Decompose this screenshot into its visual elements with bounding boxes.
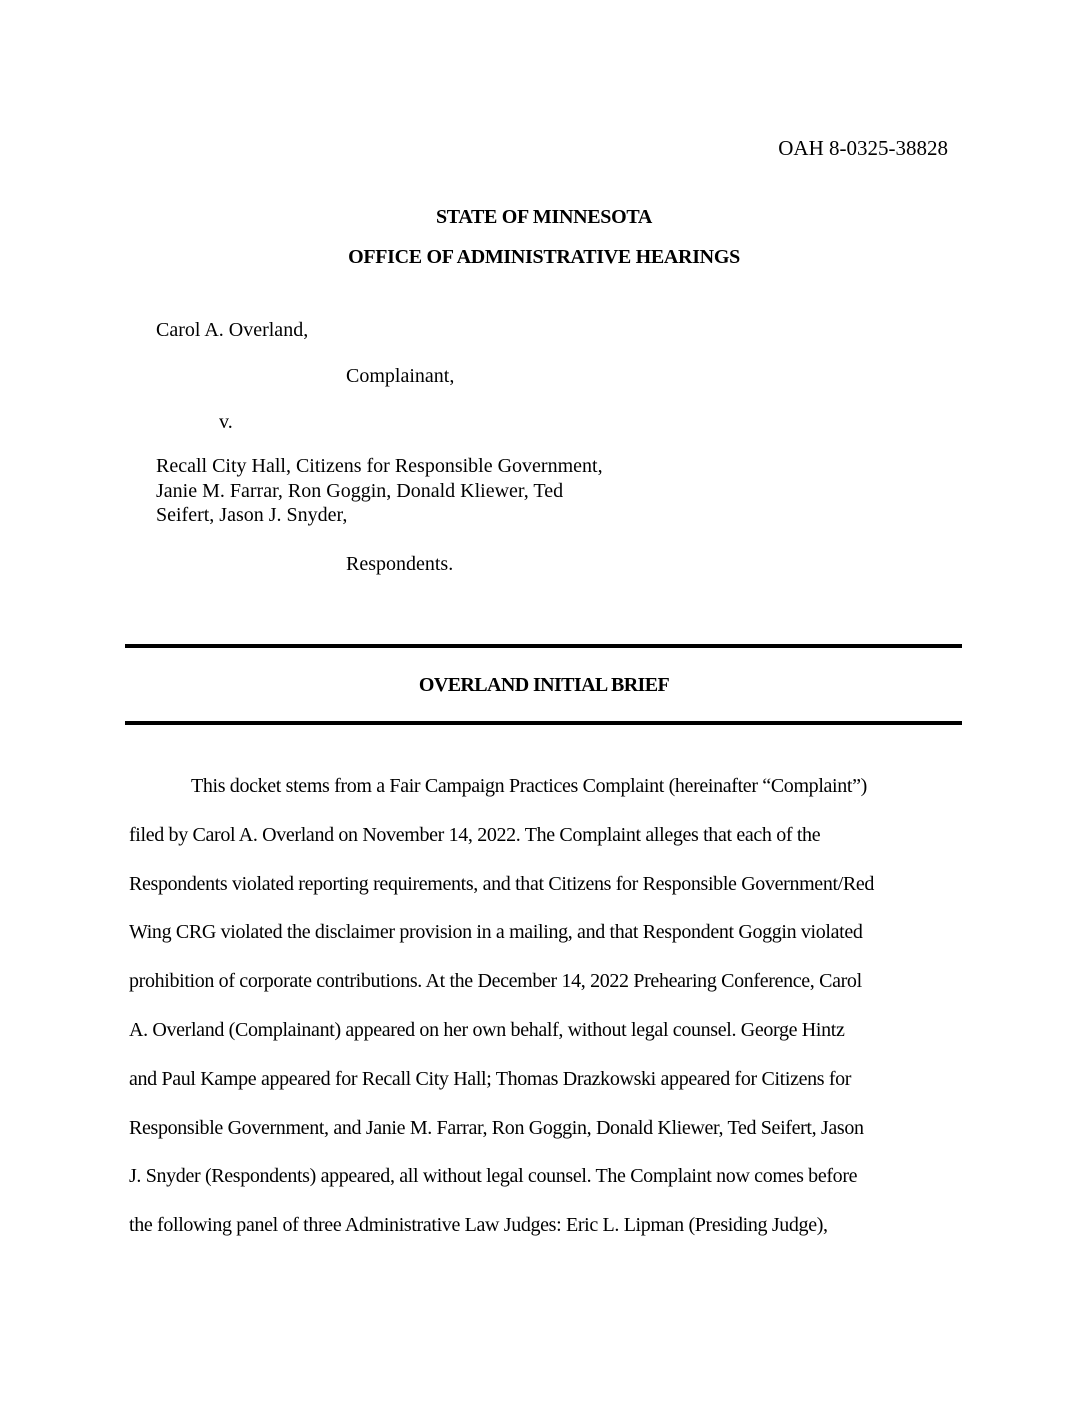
respondents-names: Recall City Hall, Citizens for Responsible Government, Janie M. Farrar, Ron Goggin, Donald Kliewer, Ted Seifert, Jason J. Snyder,: [156, 455, 603, 526]
title-rule-bottom: [125, 721, 962, 725]
body-line: Wing CRG violated the disclaimer provision in a mailing, and that Respondent Goggin violated: [129, 921, 863, 944]
body-line: and Paul Kampe appeared for Recall City Hall; Thomas Drazkowski appeared for Citizens for: [129, 1067, 852, 1090]
versus-label: v.: [219, 411, 233, 433]
heading-state: STATE OF MINNESOTA: [435, 206, 653, 228]
title-rule-top: [125, 644, 962, 648]
respondents-role: Respondents.: [346, 553, 454, 575]
body-paragraph: [129, 774, 962, 1262]
body-line: This docket stems from a Fair Campaign Practices Complaint (hereinafter “Complaint”): [191, 775, 867, 797]
body-line: A. Overland (Complainant) appeared on her own behalf, without legal counsel. George Hintz: [129, 1018, 845, 1041]
complainant-role: Complainant,: [346, 365, 455, 387]
body-line: Responsible Government, and Janie M. Farrar, Ron Goggin, Donald Kliewer, Ted Seifert, Jason: [129, 1116, 864, 1139]
complainant-name: Carol A. Overland,: [156, 319, 309, 341]
brief-title: OVERLAND INITIAL BRIEF: [418, 674, 670, 696]
docket-number: OAH 8-0325-38828: [778, 136, 948, 160]
body-line: Respondents violated reporting requirements, and that Citizens for Responsible Government/Red: [129, 872, 875, 895]
body-line: J. Snyder (Respondents) appeared, all without legal counsel. The Complaint now comes before: [129, 1165, 858, 1188]
heading-office: OFFICE OF ADMINISTRATIVE HEARINGS: [348, 246, 740, 268]
body-line: the following panel of three Administrative Law Judges: Eric L. Lipman (Presiding Judge),: [129, 1214, 828, 1237]
body-line: prohibition of corporate contributions. At the December 14, 2022 Prehearing Conference, Carol: [129, 970, 862, 993]
body-line: filed by Carol A. Overland on November 14, 2022. The Complaint alleges that each of the: [129, 823, 821, 846]
